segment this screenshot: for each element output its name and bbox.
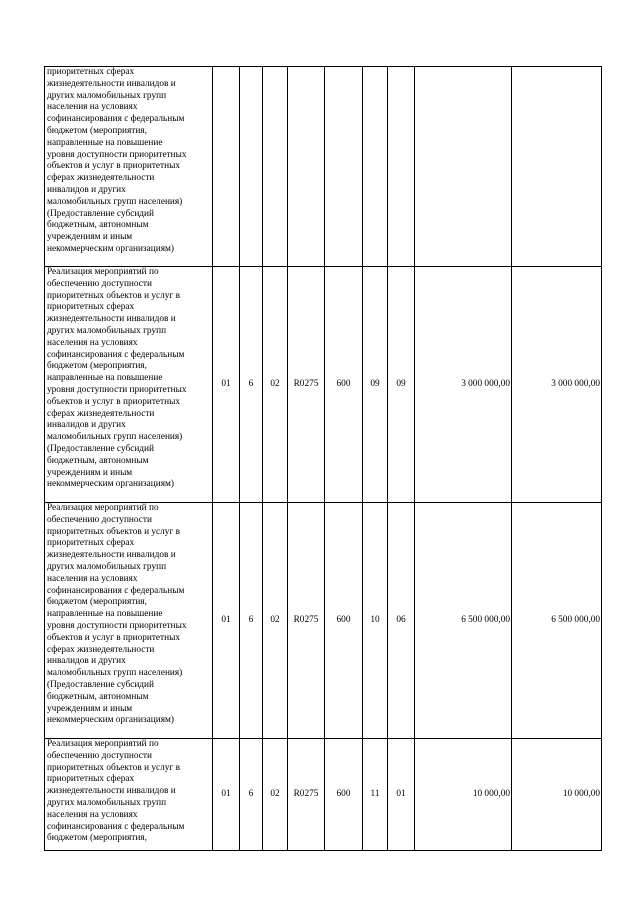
sum-amount-1 bbox=[415, 67, 512, 267]
subprogram-code bbox=[240, 67, 263, 267]
subsection-code: 01 bbox=[388, 739, 415, 851]
row-description: Реализация мероприятий по обеспечению доступности приоритетных объектов и услуг в приоритетных сферах жизнедеятельности инвалидов и других маломобильных групп населения на условиях софинансирования с федеральным бюджетом (мероприятия, направленные на повышение уровня доступности приоритетных объектов и услуг в приоритетных сферах жизнедеятельности инвалидов и других маломобильных групп населения) (Предоставление субсидий бюджетным, автономным учреждениям и иным некоммерческим организациям) bbox=[45, 267, 213, 503]
direction-code: 02 bbox=[263, 503, 288, 739]
target-code: R0275 bbox=[288, 267, 325, 503]
subprogram-code: 6 bbox=[240, 267, 263, 503]
table-row bbox=[45, 267, 602, 503]
expense-type-code: 600 bbox=[325, 267, 363, 503]
sum-amount-2 bbox=[512, 67, 602, 267]
budget-table bbox=[44, 66, 602, 851]
subsection-code bbox=[388, 67, 415, 267]
expense-type-code: 600 bbox=[325, 739, 363, 851]
expense-type-code: 600 bbox=[325, 503, 363, 739]
row-description: Реализация мероприятий по обеспечению доступности приоритетных объектов и услуг в приоритетных сферах жизнедеятельности инвалидов и других маломобильных групп населения на условиях софинансирования с федеральным бюджетом (мероприятия, bbox=[45, 739, 213, 851]
direction-code: 02 bbox=[263, 267, 288, 503]
table-row bbox=[45, 67, 602, 267]
row-description: Реализация мероприятий по обеспечению доступности приоритетных объектов и услуг в приоритетных сферах жизнедеятельности инвалидов и других маломобильных групп населения на условиях софинансирования с федеральным бюджетом (мероприятия, направленные на повышение уровня доступности приоритетных объектов и услуг в приоритетных сферах жизнедеятельности инвалидов и других маломобильных групп населения) (Предоставление субсидий бюджетным, автономным учреждениям и иным некоммерческим организациям) bbox=[45, 503, 213, 739]
sum-amount-2: 6 500 000,00 bbox=[512, 503, 602, 739]
expense-type-code bbox=[325, 67, 363, 267]
subprogram-code: 6 bbox=[240, 503, 263, 739]
sum-amount-2: 3 000 000,00 bbox=[512, 267, 602, 503]
section-code: 09 bbox=[363, 267, 388, 503]
direction-code: 02 bbox=[263, 739, 288, 851]
target-code: R0275 bbox=[288, 503, 325, 739]
program-code: 01 bbox=[213, 267, 240, 503]
program-code: 01 bbox=[213, 503, 240, 739]
program-code bbox=[213, 67, 240, 267]
subprogram-code: 6 bbox=[240, 739, 263, 851]
table-row bbox=[45, 739, 602, 851]
target-code: R0275 bbox=[288, 739, 325, 851]
direction-code bbox=[263, 67, 288, 267]
sum-amount-2: 10 000,00 bbox=[512, 739, 602, 851]
table-row bbox=[45, 503, 602, 739]
section-code: 11 bbox=[363, 739, 388, 851]
row-description: приоритетных сферах жизнедеятельности инвалидов и других маломобильных групп населения на условиях софинансирования с федеральным бюджетом (мероприятия, направленные на повышение уровня доступности приоритетных объектов и услуг в приоритетных сферах жизнедеятельности инвалидов и других маломобильных групп населения) (Предоставление субсидий бюджетным, автономным учреждениям и иным некоммерческим организациям) bbox=[45, 67, 213, 267]
sum-amount-1: 10 000,00 bbox=[415, 739, 512, 851]
section-code: 10 bbox=[363, 503, 388, 739]
target-code bbox=[288, 67, 325, 267]
sum-amount-1: 6 500 000,00 bbox=[415, 503, 512, 739]
program-code: 01 bbox=[213, 739, 240, 851]
subsection-code: 06 bbox=[388, 503, 415, 739]
sum-amount-1: 3 000 000,00 bbox=[415, 267, 512, 503]
section-code bbox=[363, 67, 388, 267]
subsection-code: 09 bbox=[388, 267, 415, 503]
